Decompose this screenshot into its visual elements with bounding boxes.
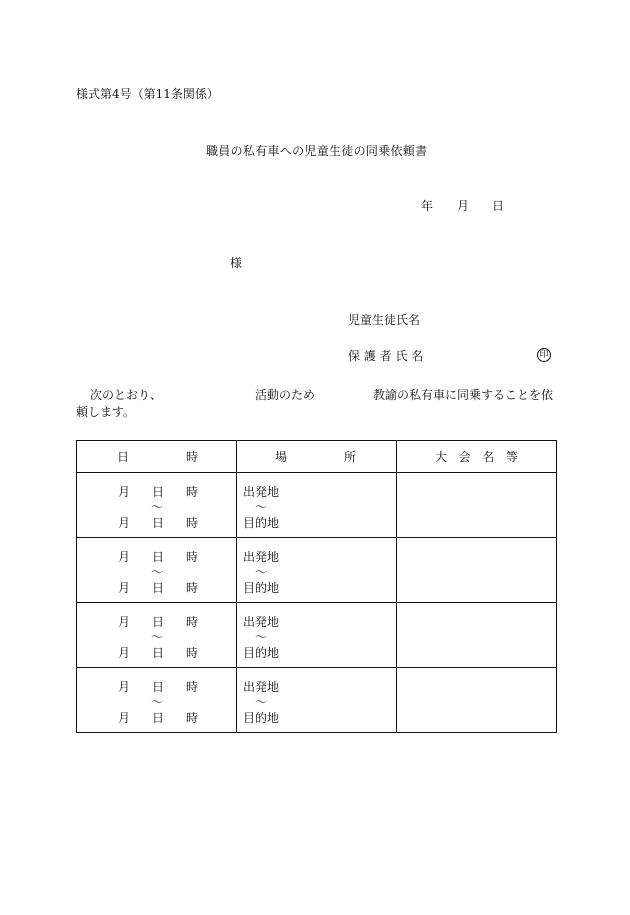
month-label: 月 xyxy=(118,485,131,499)
body-text-line2: 頼します。 xyxy=(76,405,136,419)
range-tilde: 〜 xyxy=(255,565,268,579)
header-place xyxy=(237,441,397,473)
place-cell[interactable] xyxy=(237,603,397,668)
table-row xyxy=(77,668,557,733)
date-year-label: 年 xyxy=(421,199,434,213)
header-datetime-char: 日 xyxy=(117,450,130,464)
hour-label: 時 xyxy=(186,485,199,499)
header-event xyxy=(397,441,557,473)
header-place-char: 所 xyxy=(343,450,356,464)
place-cell[interactable] xyxy=(237,668,397,733)
body-text-part3: 教諭の私有車に同乗することを依 xyxy=(373,388,554,402)
day-label: 日 xyxy=(152,581,165,595)
month-label: 月 xyxy=(118,711,131,725)
day-label: 日 xyxy=(152,646,165,660)
departure-label: 出発地 xyxy=(243,615,280,629)
range-tilde: 〜 xyxy=(255,630,268,644)
month-label: 月 xyxy=(118,646,131,660)
hour-label: 時 xyxy=(186,615,199,629)
event-value xyxy=(397,603,556,667)
hour-label: 時 xyxy=(186,550,199,564)
hour-label: 時 xyxy=(186,646,199,660)
month-label: 月 xyxy=(118,550,131,564)
day-label: 日 xyxy=(152,711,165,725)
request-table xyxy=(76,440,557,733)
event-value xyxy=(397,668,556,732)
table-row xyxy=(77,603,557,668)
departure-label: 出発地 xyxy=(243,550,280,564)
student-name-label: 児童生徒氏名 xyxy=(348,313,421,327)
datetime-cell[interactable] xyxy=(77,538,237,603)
range-tilde: 〜 xyxy=(255,695,268,709)
destination-label: 目的地 xyxy=(243,581,280,595)
header-datetime xyxy=(77,441,237,473)
header-event-char: 大 xyxy=(435,450,448,464)
month-label: 月 xyxy=(118,615,131,629)
body-text-part1: 次のとおり、 xyxy=(90,388,163,402)
header-place-char: 場 xyxy=(275,450,288,464)
guardian-name-label: 保 護 者 氏 名 xyxy=(348,349,424,363)
destination-label: 目的地 xyxy=(243,646,280,660)
hour-label: 時 xyxy=(186,581,199,595)
table-header-row xyxy=(77,441,557,473)
departure-label: 出発地 xyxy=(243,485,280,499)
range-tilde: 〜 xyxy=(151,630,164,644)
addressee-suffix: 様 xyxy=(230,256,243,270)
place-cell[interactable] xyxy=(237,538,397,603)
day-label: 日 xyxy=(152,516,165,530)
month-label: 月 xyxy=(118,516,131,530)
departure-label: 出発地 xyxy=(243,680,280,694)
datetime-cell[interactable] xyxy=(77,473,237,538)
range-tilde: 〜 xyxy=(255,500,268,514)
header-event-char: 名 xyxy=(482,450,495,464)
month-label: 月 xyxy=(118,680,131,694)
hour-label: 時 xyxy=(186,516,199,530)
document-title: 職員の私有車への児童生徒の同乗依頼書 xyxy=(206,144,428,158)
date-day-label: 日 xyxy=(492,199,505,213)
hour-label: 時 xyxy=(186,711,199,725)
event-cell[interactable] xyxy=(397,538,557,603)
table-row xyxy=(77,538,557,603)
event-value xyxy=(397,538,556,602)
range-tilde: 〜 xyxy=(151,500,164,514)
range-tilde: 〜 xyxy=(151,695,164,709)
body-text-part2: 活動のため xyxy=(255,388,316,402)
seal-icon: 印 xyxy=(537,348,551,362)
event-value xyxy=(397,473,556,537)
destination-label: 目的地 xyxy=(243,711,280,725)
datetime-cell[interactable] xyxy=(77,668,237,733)
day-label: 日 xyxy=(152,550,165,564)
header-event-char: 会 xyxy=(458,450,471,464)
header-datetime-char: 時 xyxy=(185,450,198,464)
date-month-label: 月 xyxy=(457,199,470,213)
day-label: 日 xyxy=(152,680,165,694)
table-row xyxy=(77,473,557,538)
day-label: 日 xyxy=(152,615,165,629)
event-cell[interactable] xyxy=(397,603,557,668)
destination-label: 目的地 xyxy=(243,516,280,530)
range-tilde: 〜 xyxy=(151,565,164,579)
datetime-cell[interactable] xyxy=(77,603,237,668)
day-label: 日 xyxy=(152,485,165,499)
form-number: 様式第4号（第11条関係） xyxy=(76,87,219,101)
place-cell[interactable] xyxy=(237,473,397,538)
month-label: 月 xyxy=(118,581,131,595)
hour-label: 時 xyxy=(186,680,199,694)
header-event-char: 等 xyxy=(505,450,518,464)
event-cell[interactable] xyxy=(397,473,557,538)
event-cell[interactable] xyxy=(397,668,557,733)
